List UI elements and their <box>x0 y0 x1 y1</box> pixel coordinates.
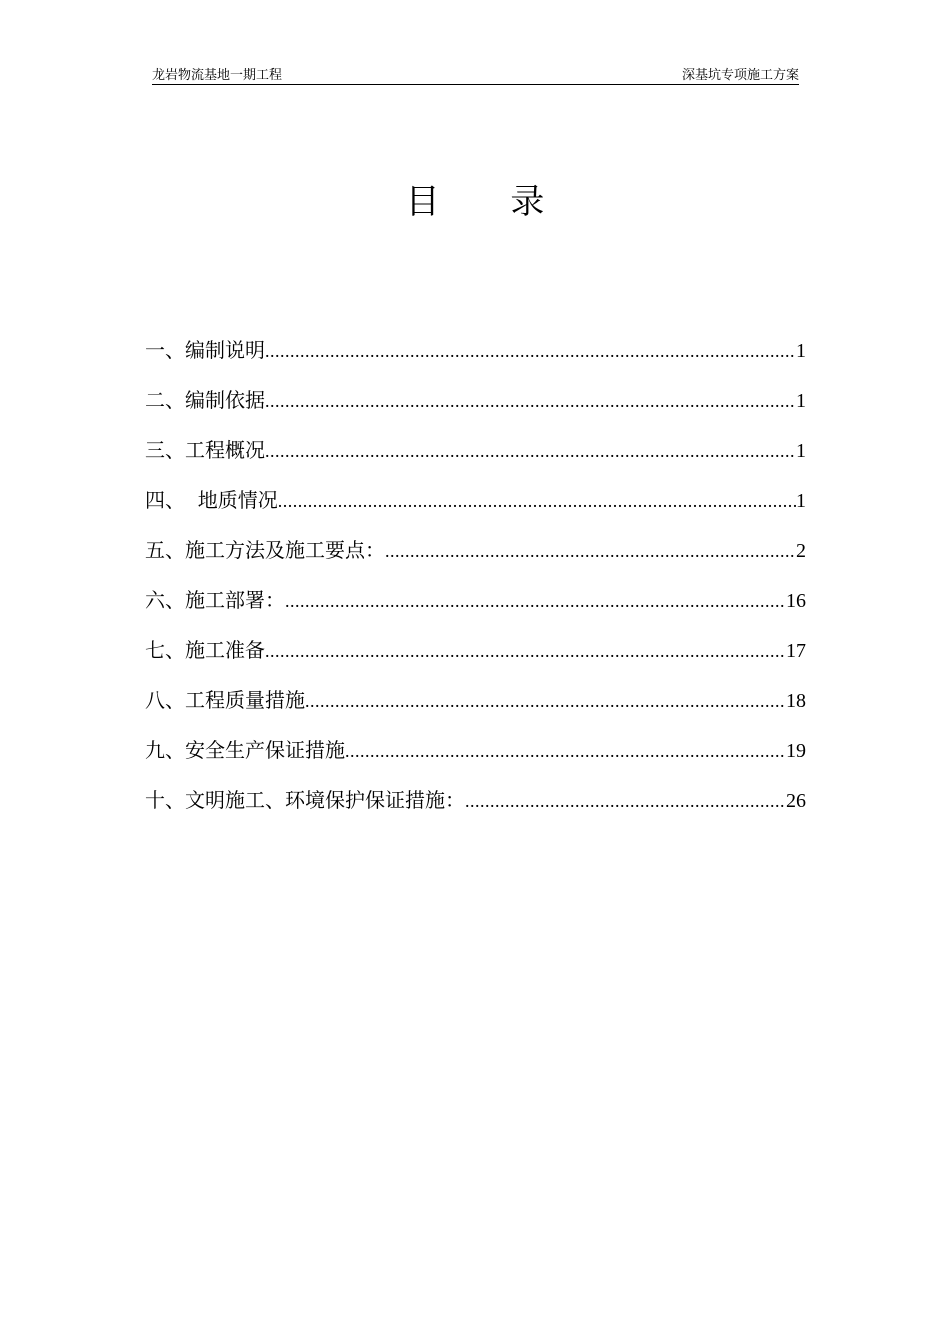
toc-entry-page: 19 <box>786 740 806 762</box>
toc-entry[interactable] <box>145 336 806 386</box>
toc-entry-label: 六、施工部署： <box>145 588 285 612</box>
toc-entry[interactable] <box>145 786 806 836</box>
toc-entry-page: 2 <box>796 540 806 562</box>
toc-entry-label: 十、文明施工、环境保护保证措施： <box>145 788 465 812</box>
header-project-name: 龙岩物流基地一期工程 <box>152 68 283 83</box>
toc-dot-leader <box>305 687 786 715</box>
toc-entry[interactable] <box>145 686 806 736</box>
toc-entry-page: 26 <box>786 790 806 812</box>
toc-entry-label: 九、安全生产保证措施 <box>145 738 345 762</box>
toc-entry[interactable] <box>145 736 806 786</box>
table-of-contents <box>145 336 806 836</box>
toc-dot-leader <box>465 787 786 815</box>
toc-entry[interactable] <box>145 436 806 486</box>
toc-entry[interactable] <box>145 636 806 686</box>
toc-entry-label: 一、编制说明 <box>145 338 265 362</box>
toc-entry-page: 16 <box>786 590 806 612</box>
toc-dot-leader <box>265 437 796 465</box>
toc-entry-label: 三、工程概况 <box>145 438 265 462</box>
toc-entry-label: 八、工程质量措施 <box>145 688 305 712</box>
toc-entry-page: 17 <box>786 640 806 662</box>
toc-dot-leader <box>385 537 796 565</box>
toc-entry-label: 七、施工准备 <box>145 638 265 662</box>
page-header <box>152 68 799 85</box>
toc-dot-leader <box>265 337 796 365</box>
toc-entry-page: 1 <box>796 440 806 462</box>
toc-entry-label: 五、施工方法及施工要点： <box>145 538 385 562</box>
toc-dot-leader <box>285 587 786 615</box>
toc-entry[interactable] <box>145 586 806 636</box>
toc-entry[interactable] <box>145 386 806 436</box>
toc-title: 目 录 <box>405 182 575 222</box>
toc-entry-page: 1 <box>796 390 806 412</box>
toc-dot-leader <box>265 637 786 665</box>
header-document-name: 深基坑专项施工方案 <box>681 68 799 83</box>
toc-entry[interactable] <box>145 536 806 586</box>
toc-entry-label: 二、编制依据 <box>145 388 265 412</box>
toc-dot-leader <box>345 737 786 765</box>
toc-entry-page: 18 <box>786 690 806 712</box>
toc-dot-leader <box>278 487 796 515</box>
toc-entry-label: 四、 地质情况 <box>145 488 278 512</box>
toc-entry[interactable] <box>145 486 806 536</box>
toc-dot-leader <box>265 387 796 415</box>
toc-entry-page: 1 <box>796 490 806 512</box>
toc-entry-page: 1 <box>796 340 806 362</box>
